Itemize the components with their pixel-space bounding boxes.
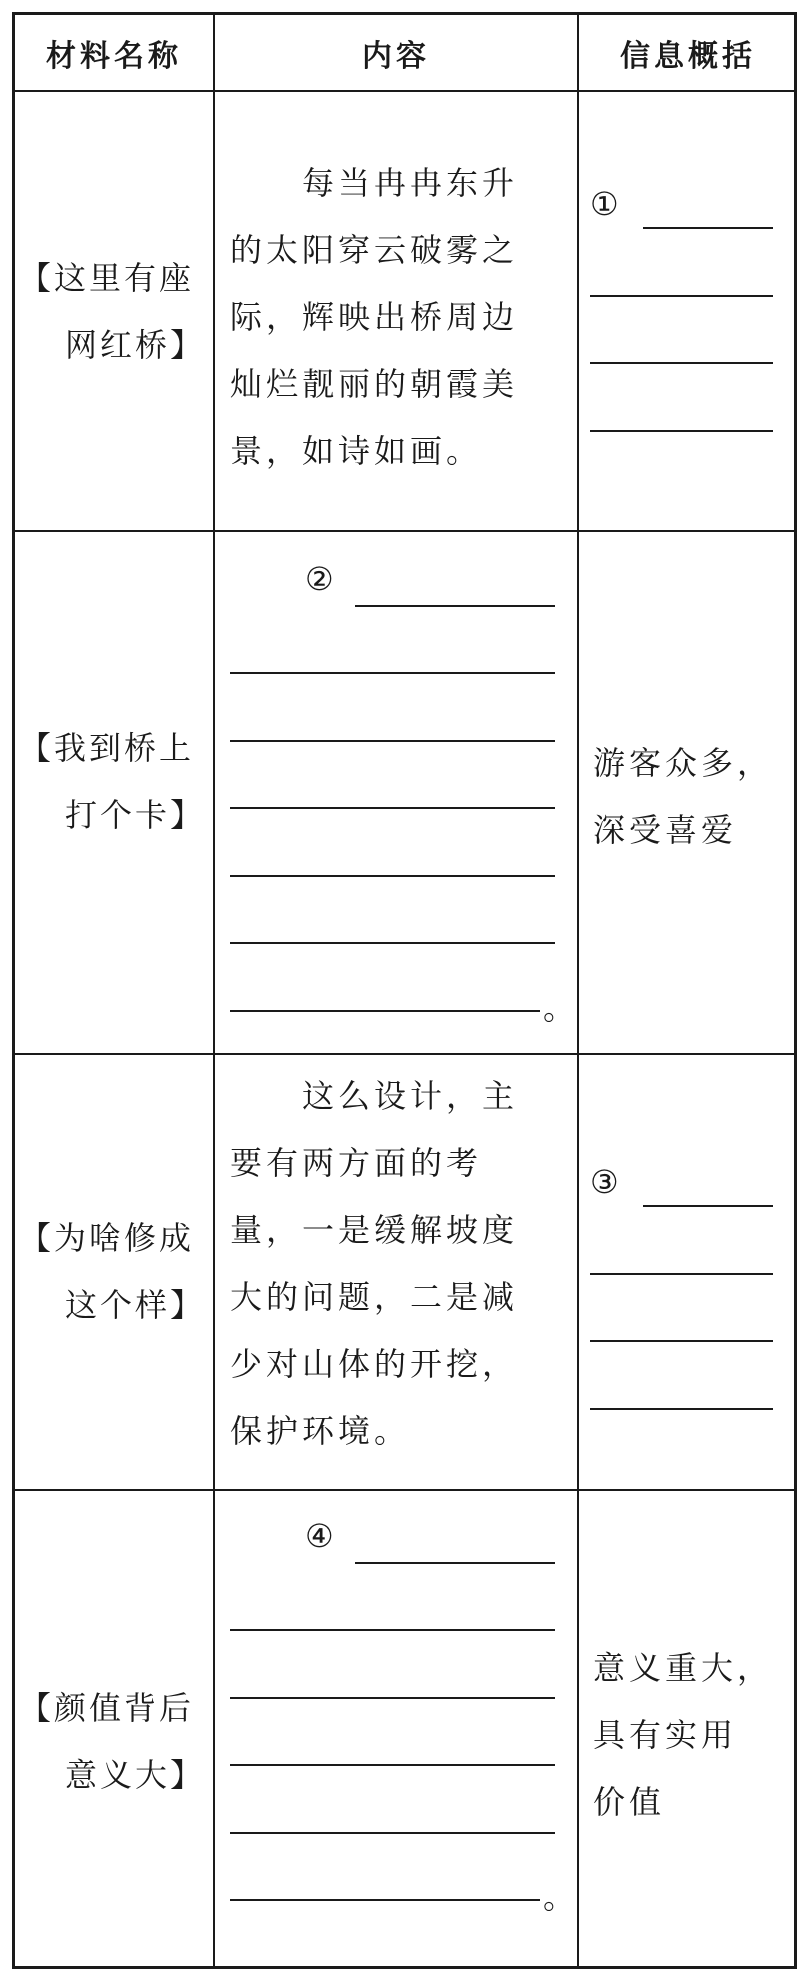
header-material-name: 材料名称 <box>46 38 182 74</box>
header-divider <box>15 90 794 92</box>
blank-4-line[interactable] <box>230 1629 555 1631</box>
blank-1-line[interactable] <box>590 430 773 432</box>
row2-summary: 游客众多， 深受喜爱 <box>593 744 774 849</box>
blank-3-line[interactable] <box>643 1205 773 1207</box>
blank-2-line[interactable] <box>230 1010 540 1012</box>
blank-2-line[interactable] <box>230 672 555 674</box>
blank-4-line[interactable] <box>230 1697 555 1699</box>
blank-3-line[interactable] <box>590 1340 773 1342</box>
blank-2-line[interactable] <box>230 875 555 877</box>
material-table <box>12 12 797 1969</box>
row1-content: 每当冉冉东升 的太阳穿云破雾之 际，辉映出桥周边 灿烂靓丽的朝霞美 景，如诗如画。 <box>230 164 519 470</box>
header-content: 内容 <box>362 38 430 74</box>
blank-1-line[interactable] <box>590 362 773 364</box>
header-summary: 信息概括 <box>620 38 756 74</box>
column-divider-1 <box>213 15 215 1966</box>
blank-2-line[interactable] <box>230 942 555 944</box>
row3-content: 这么设计，主 要有两方面的考 量，一是缓解坡度 大的问题，二是减 少对山体的开挖， 保护环境。 <box>230 1077 519 1450</box>
blank-4-line[interactable] <box>230 1832 555 1834</box>
row-divider-2 <box>15 1053 794 1055</box>
blank-2-period: 。 <box>543 989 576 1027</box>
row-divider-1 <box>15 530 794 532</box>
blank-2-marker: ② <box>305 560 334 598</box>
blank-1-line[interactable] <box>590 295 773 297</box>
row4-summary: 意义重大， 具有实用 价值 <box>593 1649 774 1821</box>
blank-4-line[interactable] <box>355 1562 555 1564</box>
blank-1-marker: ① <box>590 185 619 223</box>
blank-4-line[interactable] <box>230 1899 540 1901</box>
row-divider-3 <box>15 1489 794 1491</box>
blank-2-line[interactable] <box>355 605 555 607</box>
blank-4-line[interactable] <box>230 1764 555 1766</box>
row4-name: 【颜值背后 意义大】 <box>19 1689 206 1794</box>
blank-3-line[interactable] <box>590 1408 773 1410</box>
blank-3-marker: ③ <box>590 1163 619 1201</box>
blank-2-line[interactable] <box>230 740 555 742</box>
row2-name: 【我到桥上 打个卡】 <box>19 729 206 834</box>
row3-name: 【为啥修成 这个样】 <box>19 1219 206 1324</box>
blank-4-period: 。 <box>543 1878 576 1916</box>
blank-1-line[interactable] <box>643 227 773 229</box>
blank-2-line[interactable] <box>230 807 555 809</box>
column-divider-2 <box>577 15 579 1966</box>
blank-4-marker: ④ <box>305 1517 334 1555</box>
row1-name: 【这里有座 网红桥】 <box>19 259 206 364</box>
blank-3-line[interactable] <box>590 1273 773 1275</box>
